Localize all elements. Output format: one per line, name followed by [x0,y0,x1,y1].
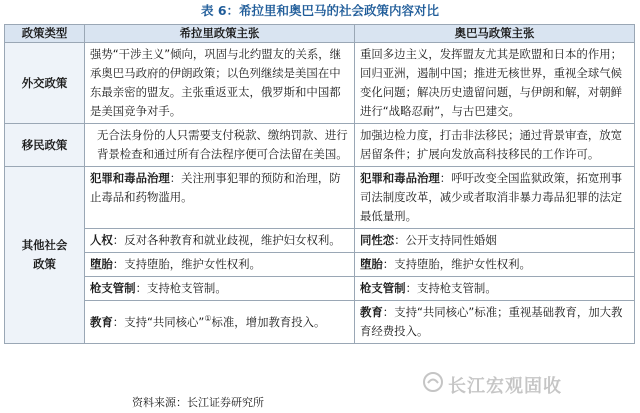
hillary-foreign: 强势“干涉主义”倾向，巩固与北约盟友的关系，继承奥巴马政府的伊朗政策；以色列继续是美国在中东最亲密的盟友。主张重返亚太，俄罗斯和中国都是美国竞争对手。 [85,43,355,124]
table-row-abortion [5,253,635,277]
header-row [5,25,635,43]
header-hillary: 希拉里政策主张 [85,25,355,43]
obama-drug-text: ：呼吁改变全国监狱政策，拓宽刑事司法制度改革，减少或者取消非暴力毒品犯罪的法定最低量刑。 [360,171,623,223]
table-row-immigration [5,124,635,167]
obama-abortion [355,253,635,277]
obama-drug-title: 犯罪和毒品治理 [360,171,440,185]
hillary-guns-text: ：支持枪支管制。 [135,281,227,295]
obama-immigration: 加强边检力度，打击非法移民；通过背景审查，放宽居留条件；扩展向发放高科技移民的工作许可。 [355,124,635,167]
table-title: 表 6：希拉里和奥巴马的社会政策内容对比 [200,3,440,18]
obama-abortion-text: ：支持堕胎，维护女性权利。 [382,257,531,271]
hillary-drug-title: 犯罪和毒品治理 [90,171,170,185]
hillary-drug [85,167,355,229]
obama-education [355,301,635,344]
obama-drug [355,167,635,229]
table-row-foreign [5,43,635,124]
hillary-immigration: 无合法身份的人只需要支付税款、缴纳罚款、进行背景检查和通过所有合法程序便可合法留在美国。 [85,124,355,167]
obama-guns-title: 枪支管制 [360,281,406,295]
table-row-rights [5,229,635,253]
hillary-guns [85,277,355,301]
row-label-other-text: 其他社会政策 [21,238,68,271]
hillary-education [85,301,355,344]
policy-comparison-table [4,24,635,344]
table-row-guns [5,277,635,301]
row-label-other [5,167,85,344]
row-label-immigration: 移民政策 [5,124,85,167]
hillary-drug-text: ：关注刑事犯罪的预防和治理，防止毒品和药物滥用。 [90,171,341,204]
obama-foreign: 重回多边主义，发挥盟友尤其是欧盟和日本的作用；回归亚洲，遏制中国；推进无核世界，重视全球气候变化问题；解决历史遗留问题，与伊朗和解，对朝鲜进行“战略忍耐”，与古巴建交。 [355,43,635,124]
footnote-marker: ① [204,313,212,323]
hillary-abortion [85,253,355,277]
header-obama: 奥巴马政策主张 [355,25,635,43]
hillary-abortion-text: ：支持堕胎，维护女性权利。 [112,257,261,271]
obama-education-text: ：支持“共同核心”标准；重视基础教育，加大教育经费投入。 [360,305,623,338]
hillary-rights-text: ：反对各种教育和就业歧视，维护妇女权利。 [112,233,341,247]
hillary-rights [85,229,355,253]
hillary-abortion-title: 堕胎 [90,257,113,271]
table-row-education [5,301,635,344]
obama-rights-text: ：公开支持同性婚姻 [394,233,497,247]
obama-guns-text: ：支持枪支管制。 [405,281,497,295]
source-note: 资料来源：长江证券研究所 [132,396,264,409]
hillary-education-title: 教育 [90,314,113,329]
obama-abortion-title: 堕胎 [360,257,383,271]
obama-rights-title: 同性恋 [360,233,395,247]
watermark-text: 长江宏观固收 [448,376,562,397]
obama-education-title: 教育 [360,305,383,319]
row-label-foreign: 外交政策 [5,43,85,124]
hillary-rights-title: 人权 [90,233,113,247]
hillary-education-text-a: ：支持“共同核心” [112,314,205,329]
obama-rights [355,229,635,253]
header-policy-type: 政策类型 [5,25,85,43]
table-row-drug [5,167,635,229]
obama-guns [355,277,635,301]
hillary-education-text-b: 标准，增加教育投入。 [211,314,326,329]
watermark-logo-icon [422,371,444,393]
hillary-guns-title: 枪支管制 [90,281,136,295]
